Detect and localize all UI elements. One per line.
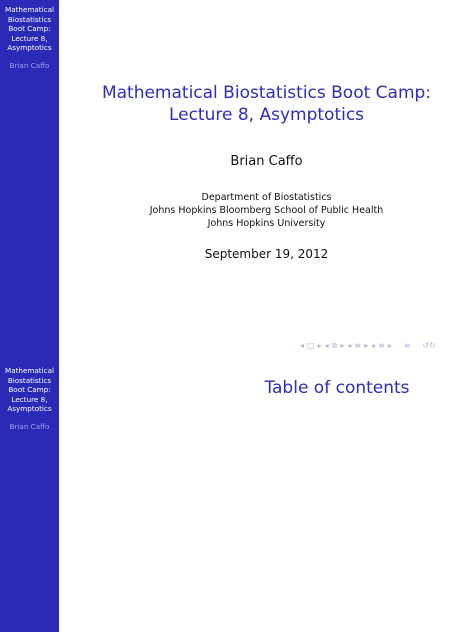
sidebar-author[interactable]: Brian Caffo: [9, 60, 50, 70]
author-name: Brian Caffo: [230, 154, 303, 169]
frame-icon[interactable]: □: [307, 341, 315, 350]
beamer-nav-bar: [300, 341, 436, 351]
affiliation: Department of Biostatistics Johns Hopkins Bloomberg School of Public Health Johns Hopkins University: [149, 192, 384, 229]
nav-left-icon[interactable]: ◂: [300, 341, 305, 350]
subsection-icon[interactable]: ≡: [354, 341, 362, 350]
nav-right-icon[interactable]: ▸: [364, 341, 369, 350]
sidebar-title[interactable]: Mathematical Biostatistics Boot Camp: Lecture 8, Asymptotics: [5, 5, 54, 53]
presentation-date: September 19, 2012: [204, 247, 329, 261]
nav-left-icon[interactable]: ◂: [371, 341, 376, 350]
nav-right-icon[interactable]: ▸: [387, 341, 392, 350]
nav-left-icon[interactable]: ◂: [324, 341, 329, 350]
nav-right-icon[interactable]: ▸: [340, 341, 345, 350]
sidebar: [0, 0, 59, 632]
sidebar-block-2: [0, 366, 59, 432]
sidebar-block-1: [0, 5, 59, 71]
sidebar-author[interactable]: Brian Caffo: [9, 421, 50, 431]
nav-left-icon[interactable]: ◂: [347, 341, 352, 350]
slide-title: Mathematical Biostatistics Boot Camp: Lecture 8, Asymptotics: [101, 83, 432, 125]
undo-icon[interactable]: ↺↻: [422, 341, 436, 350]
subsubsection-icon[interactable]: ≡: [378, 341, 385, 350]
nav-right-icon[interactable]: ▸: [317, 341, 322, 350]
align-icon[interactable]: ≡: [403, 341, 411, 350]
toc-title: Table of contents: [264, 378, 410, 398]
section-icon[interactable]: ⧉: [331, 341, 338, 350]
sidebar-title[interactable]: Mathematical Biostatistics Boot Camp: Lecture 8, Asymptotics: [5, 366, 54, 414]
